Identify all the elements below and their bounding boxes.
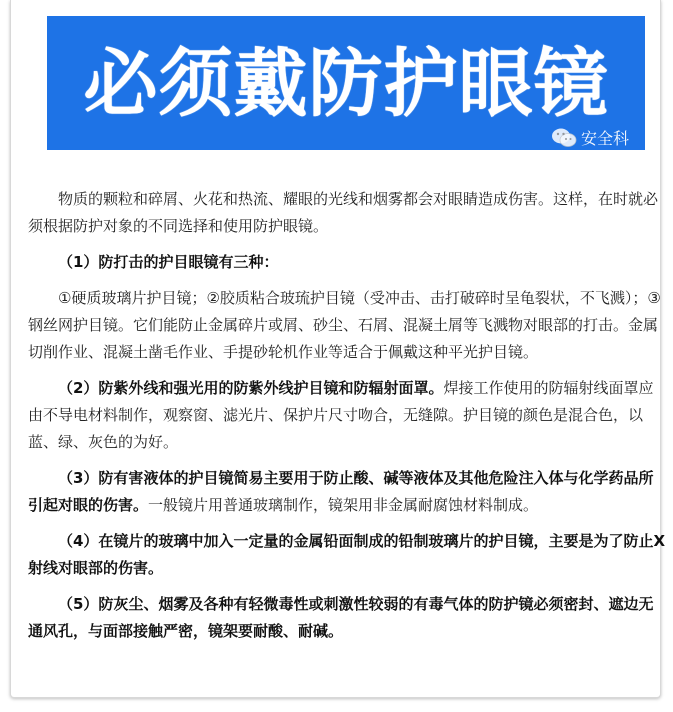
section-5-bold: （5）防灰尘、烟雾及各种有轻微毒性或刺激性较弱的有毒气体的防护镜必须密封、遮边无通风孔，与面部接触严密，镜架要耐酸、耐碱。: [28, 595, 654, 640]
section-2-text: 焊接工作使用的防辐射线面罩应由不导电材料制作，观察窗、滤光片、保护片尺寸吻合，无缝隙。护目镜的颜色是混合色，以蓝、绿、灰色的为好。: [28, 379, 654, 451]
article-card: [10, 0, 666, 698]
intro-paragraph: [28, 186, 668, 240]
wechat-icon: [551, 127, 577, 149]
section-4-bold: （4）在镜片的玻璃中加入一定量的金属铅面制成的铅制玻璃片的护目镜，主要是为了防止X射线对眼部的伤害。: [28, 532, 666, 577]
section-1-text: ①硬质玻璃片护目镜；②胶质粘合玻琉护目镜（受冲击、击打破碎时呈龟裂状，不飞溅）；③钢丝网护目镜。它们能防止金属碎片或屑、砂尘、石屑、混凝土屑等飞溅物对眼部的打击。金属切削作业、混凝土凿毛作业、手提砂轮机作业等适合于佩戴这种平光护目镜。: [28, 289, 661, 361]
watermark-text: 安全科: [581, 129, 630, 148]
section-3-bold: （3）防有害液体的护目镜简易主要用于防止酸、碱等液体及其他危险注入体与化学药品所引起对眼的伤害。: [28, 469, 654, 514]
section-1-body: [28, 285, 668, 366]
section-1-heading-text: （1）防打击的护目眼镜有三种：: [58, 253, 279, 271]
watermark: [551, 126, 629, 149]
section-5: [28, 591, 668, 645]
article-body: [28, 186, 668, 654]
section-1-heading: [28, 249, 668, 276]
section-4: [28, 528, 668, 582]
section-2-bold: （2）防紫外线和强光用的防紫外线护目镜和防辐射面罩。: [58, 379, 444, 397]
section-2: [28, 375, 668, 456]
banner-title: 必须戴防护眼镜: [83, 41, 609, 127]
section-3-text: 一般镜片用普通玻璃制作，镜架用非金属耐腐蚀材料制成。: [148, 496, 539, 514]
section-3: [28, 465, 668, 519]
intro-text: 物质的颗粒和碎屑、火花和热流、耀眼的光线和烟雾都会对眼睛造成伤害。这样，在时就必须根据防护对象的不同选择和使用防护眼镜。: [28, 190, 659, 235]
